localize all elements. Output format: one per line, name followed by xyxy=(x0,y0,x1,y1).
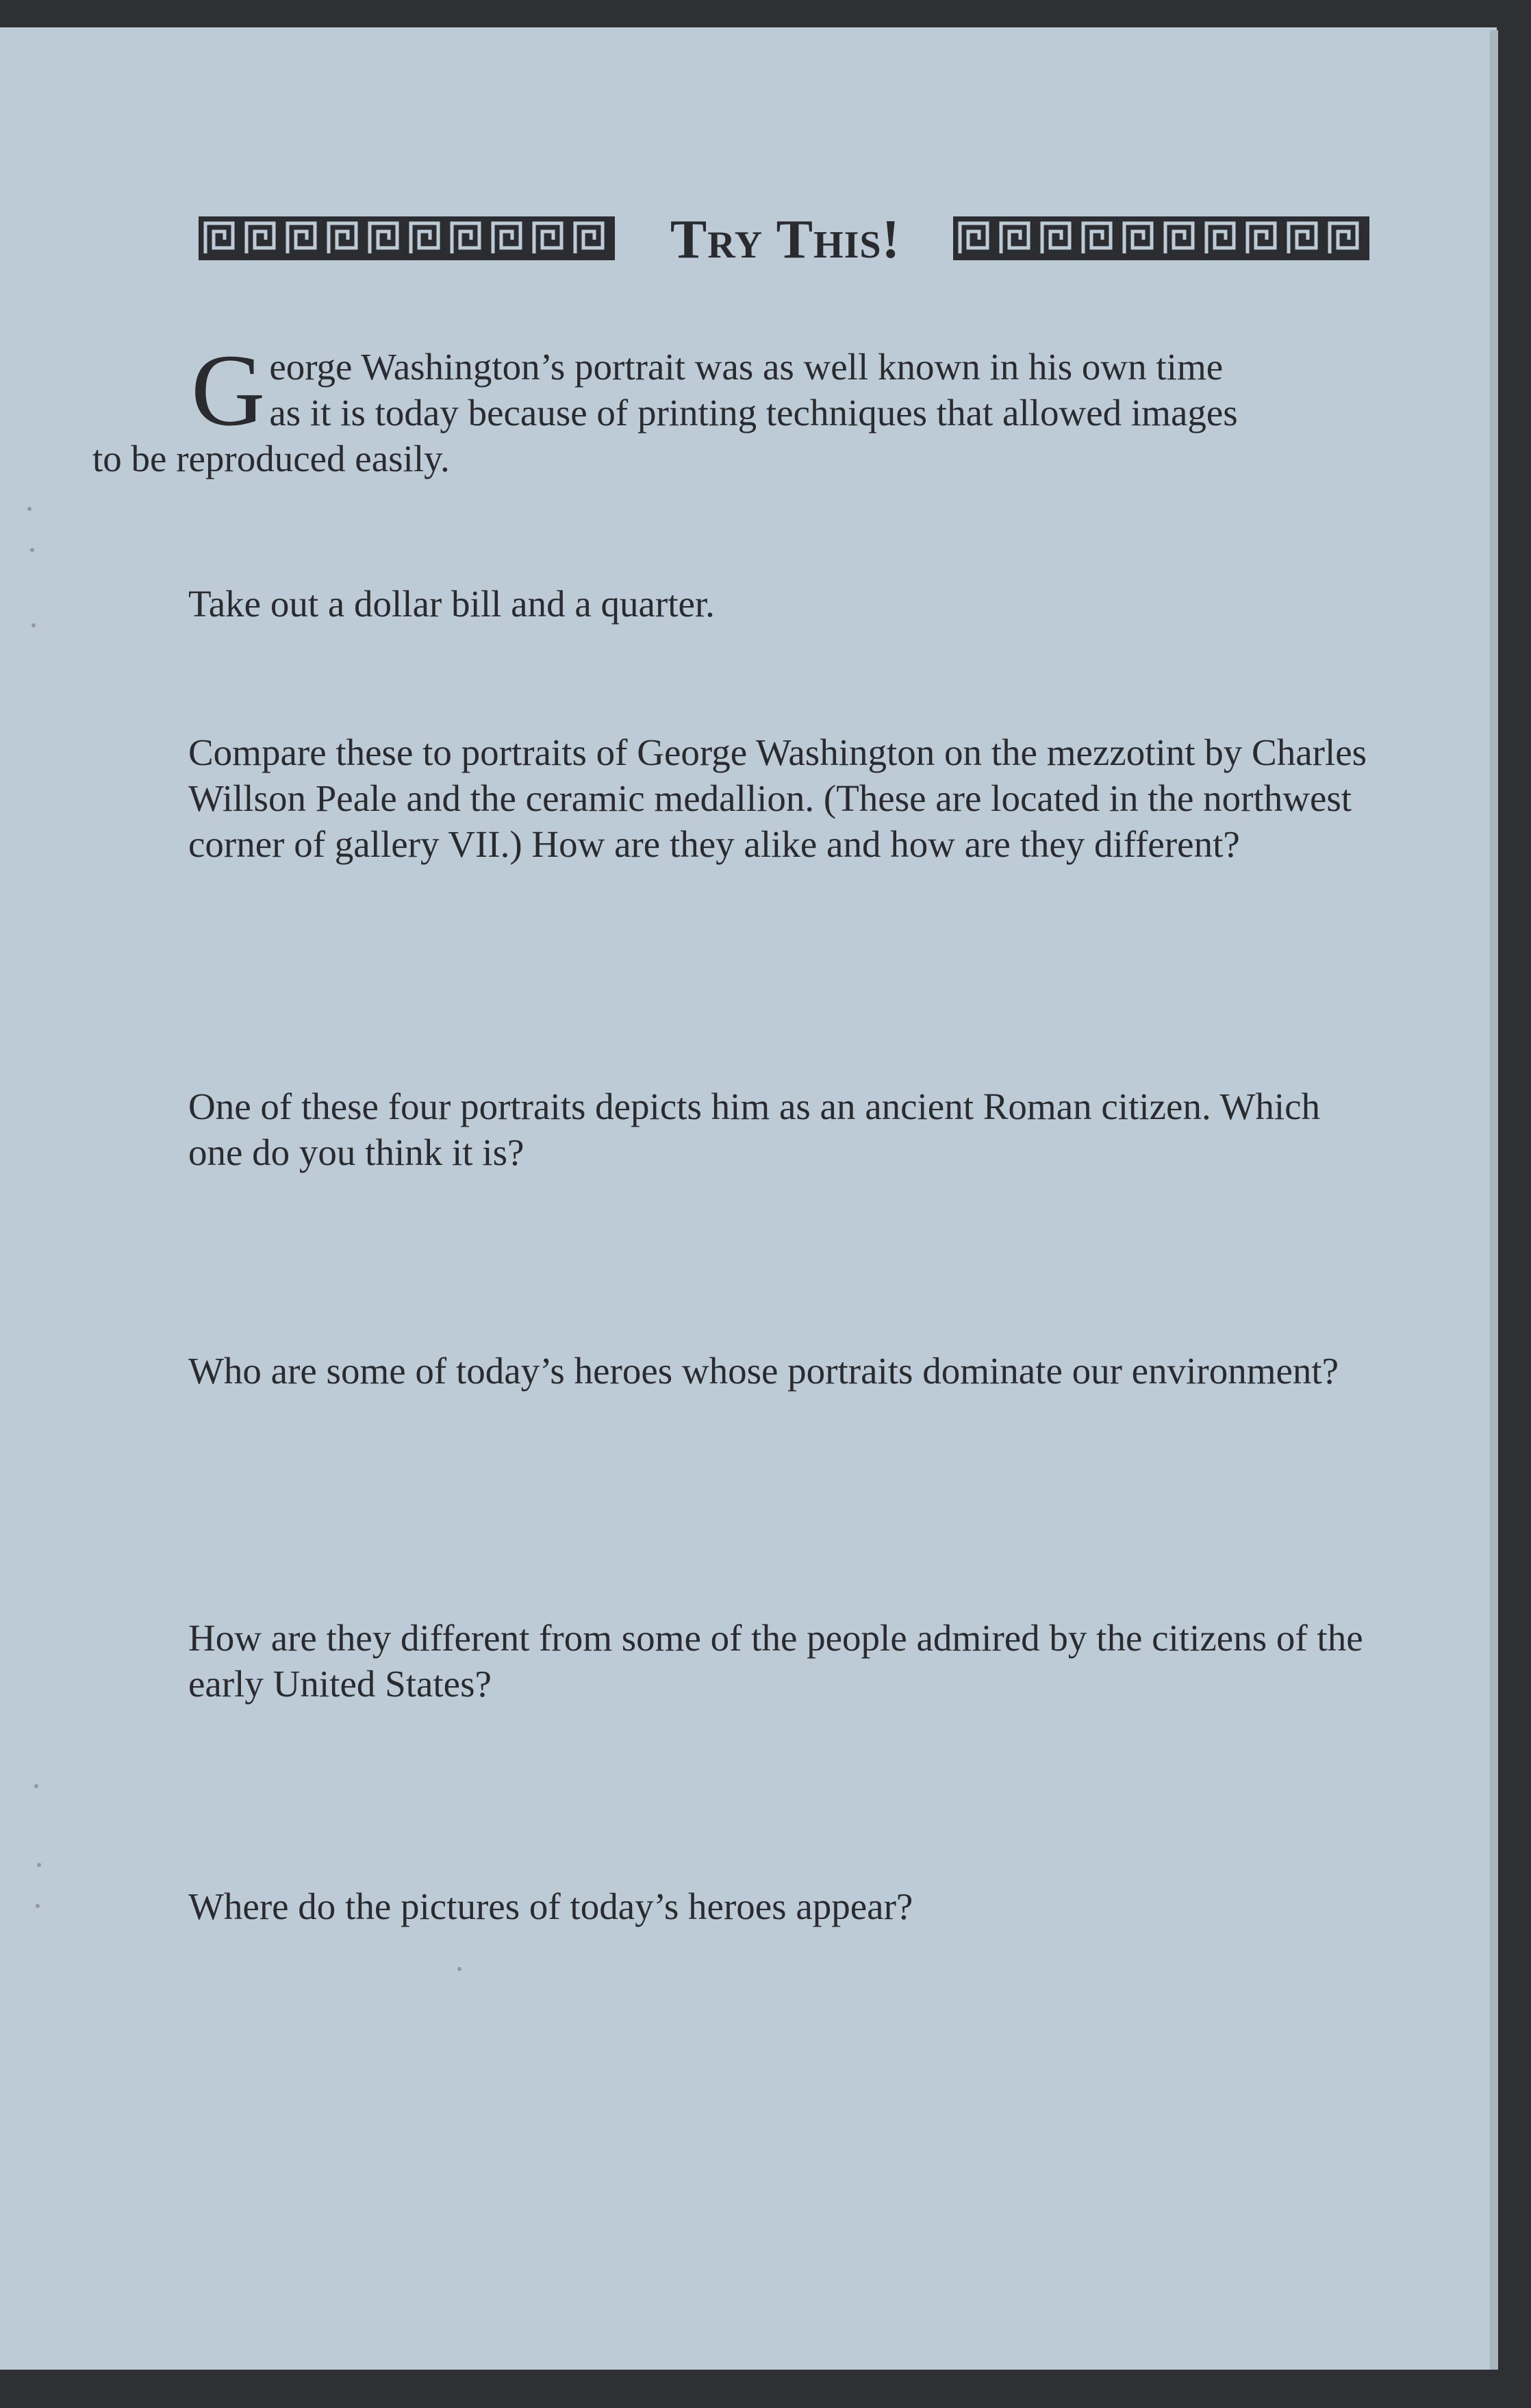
paper-speck xyxy=(30,548,34,552)
paper-speck xyxy=(37,1863,41,1867)
intro-paragraph xyxy=(92,334,1380,481)
question-where-appear: Where do the pictures of today’s heroes appear? xyxy=(188,1885,913,1927)
paper-speck xyxy=(27,507,31,511)
question-roman-citizen: One of these four portraits depicts him as an ancient Roman citizen. Which one do you think it is? xyxy=(188,1086,1321,1173)
question-todays-heroes: Who are some of today’s heroes whose portraits dominate our environment? xyxy=(188,1350,1339,1392)
intro-line-1: eorge Washington’s portrait was as well known in his own time xyxy=(269,346,1224,388)
paper-speck xyxy=(34,1784,38,1788)
page-edge xyxy=(1490,30,1498,2370)
section-header xyxy=(199,205,1369,274)
paper-speck xyxy=(31,623,36,627)
drop-cap: G xyxy=(191,334,266,447)
intro-line-2: as it is today because of printing techniques that allowed images xyxy=(269,392,1238,434)
instruction-paragraph: Take out a dollar bill and a quarter. xyxy=(188,583,715,625)
greek-key-border-right-icon xyxy=(953,216,1369,260)
intro-line-3: to be reproduced easily. xyxy=(92,438,450,479)
paper-speck xyxy=(36,1904,40,1908)
question-how-different: How are they different from some of the people admired by the citizens of the early United States? xyxy=(188,1617,1363,1705)
compare-paragraph: Compare these to portraits of George Washington on the mezzotint by Charles Willson Peale and the ceramic medallion. (These are located in the northwest corner of gallery VII.) How are they alike and how are they different? xyxy=(188,731,1367,865)
page-title: Try This! xyxy=(670,210,901,270)
paper-speck xyxy=(457,1967,461,1971)
greek-key-border-left-icon xyxy=(199,216,615,260)
